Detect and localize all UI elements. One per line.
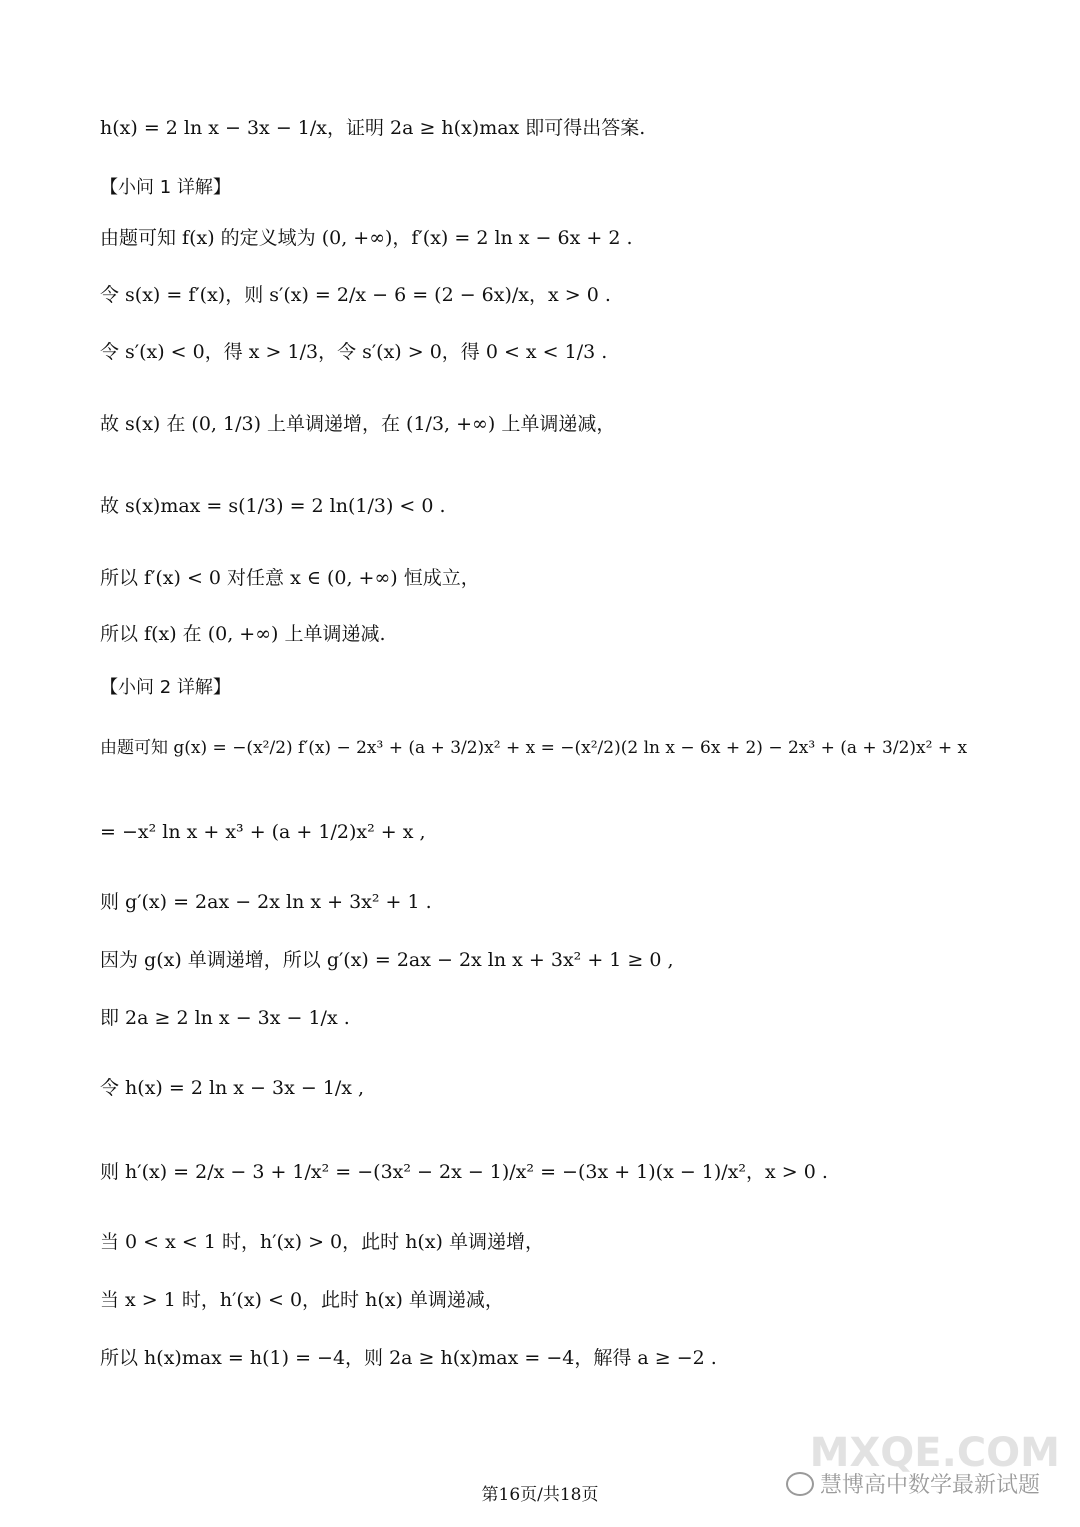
- text-line: 故 s(x)max = s(1/3) = 2 ln(1/3) < 0 .: [100, 495, 446, 517]
- text-line: 所以 h(x)max = h(1) = −4，则 2a ≥ h(x)max = −4，解得 a ≥ −2 .: [100, 1347, 717, 1369]
- section-heading: 【小问 2 详解】: [100, 677, 231, 698]
- text-line: 因为 g(x) 单调递增，所以 g′(x) = 2ax − 2x ln x + 3x² + 1 ≥ 0 ,: [100, 949, 674, 971]
- section-heading: 【小问 1 详解】: [100, 177, 231, 198]
- text-line: 令 s′(x) < 0，得 x > 1/3，令 s′(x) > 0，得 0 < x < 1/3 .: [100, 341, 608, 363]
- text-line: 故 s(x) 在 (0, 1/3) 上单调递增，在 (1/3, +∞) 上单调递减，: [100, 413, 616, 435]
- text-line: 所以 f(x) 在 (0, +∞) 上单调递减.: [100, 623, 386, 645]
- text-line: 当 0 < x < 1 时，h′(x) > 0，此时 h(x) 单调递增，: [100, 1231, 545, 1253]
- text-line: 则 h′(x) = 2/x − 3 + 1/x² = −(3x² − 2x − 1)/x² = −(3x + 1)(x − 1)/x²，x > 0 .: [100, 1161, 828, 1183]
- watermark-logo: MXQE.COM: [809, 1430, 1060, 1476]
- text-line: h(x) = 2 ln x − 3x − 1/x，证明 2a ≥ h(x)max 即可得出答案.: [100, 117, 646, 139]
- text-line: = −x² ln x + x³ + (a + 1/2)x² + x ,: [100, 821, 426, 843]
- text-line: 则 g′(x) = 2ax − 2x ln x + 3x² + 1 .: [100, 891, 432, 913]
- text-line: 令 h(x) = 2 ln x − 3x − 1/x ,: [100, 1077, 365, 1099]
- watermark: [786, 1468, 1040, 1499]
- text-line: 即 2a ≥ 2 ln x − 3x − 1/x .: [100, 1007, 350, 1029]
- text-line: 由题可知 f(x) 的定义域为 (0, +∞)，f′(x) = 2 ln x − 6x + 2 .: [100, 227, 633, 249]
- page-footer: 第16页/共18页: [481, 1485, 599, 1505]
- wechat-icon: [786, 1472, 814, 1496]
- text-line: 令 s(x) = f′(x)，则 s′(x) = 2/x − 6 = (2 − 6x)/x，x > 0 .: [100, 284, 611, 306]
- watermark-text: 慧博高中数学最新试题: [819, 1473, 1040, 1498]
- text-line: 所以 f′(x) < 0 对任意 x ∈ (0, +∞) 恒成立，: [100, 567, 480, 589]
- text-line: 由题可知 g(x) = −(x²/2) f′(x) − 2x³ + (a + 3/2)x² + x = −(x²/2)(2 ln x − 6x + 2) − 2x³ + (a + 3/2)x² + x: [100, 738, 968, 758]
- text-line: 当 x > 1 时，h′(x) < 0，此时 h(x) 单调递减，: [100, 1289, 504, 1311]
